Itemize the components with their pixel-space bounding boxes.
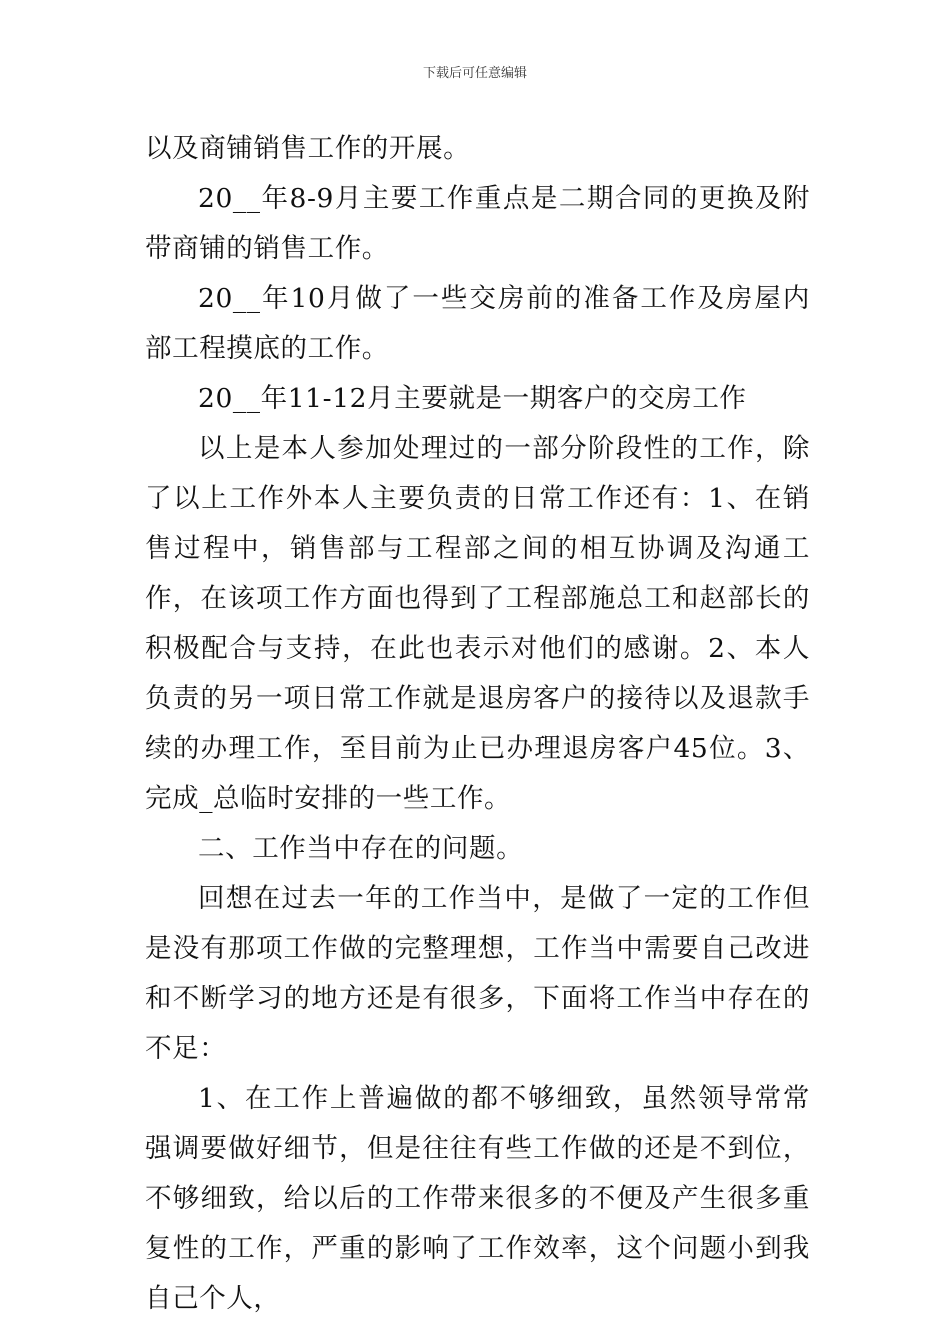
paragraph-7: 回想在过去一年的工作当中，是做了一定的工作但是没有那项工作做的完整理想，工作当中需要自己改进和不断学习的地方还是有很多，下面将工作当中存在的不足： [145, 883, 810, 1064]
paragraph-1: 以及商铺销售工作的开展。 [145, 133, 471, 164]
section-heading-problems: 二、工作当中存在的问题。 [198, 833, 524, 864]
paragraph-4: 20__年11-12月主要就是一期客户的交房工作 [198, 383, 747, 414]
paragraph-3: 20__年10月做了一些交房前的准备工作及房屋内部工程摸底的工作。 [145, 283, 810, 364]
page-header: 下载后可任意编辑 [422, 66, 527, 81]
document-body [145, 124, 810, 1324]
paragraph-2: 20__年8-9月主要工作重点是二期合同的更换及附带商铺的销售工作。 [145, 183, 810, 264]
paragraph-8: 1、在工作上普遍做的都不够细致，虽然领导常常强调要做好细节，但是往往有些工作做的还是不到位，不够细致，给以后的工作带来很多的不便及产生很多重复性的工作，严重的影响了工作效率，这个问题小到我自己个人， [145, 1083, 810, 1314]
paragraph-5: 以上是本人参加处理过的一部分阶段性的工作，除了以上工作外本人主要负责的日常工作还有：1、在销售过程中，销售部与工程部之间的相互协调及沟通工作，在该项工作方面也得到了工程部施总工和赵部长的积极配合与支持，在此也表示对他们的感谢。2、本人负责的另一项日常工作就是退房客户的接待以及退款手续的办理工作，至目前为止已办理退房客户45位。3、完成_总临时安排的一些工作。 [145, 433, 810, 814]
